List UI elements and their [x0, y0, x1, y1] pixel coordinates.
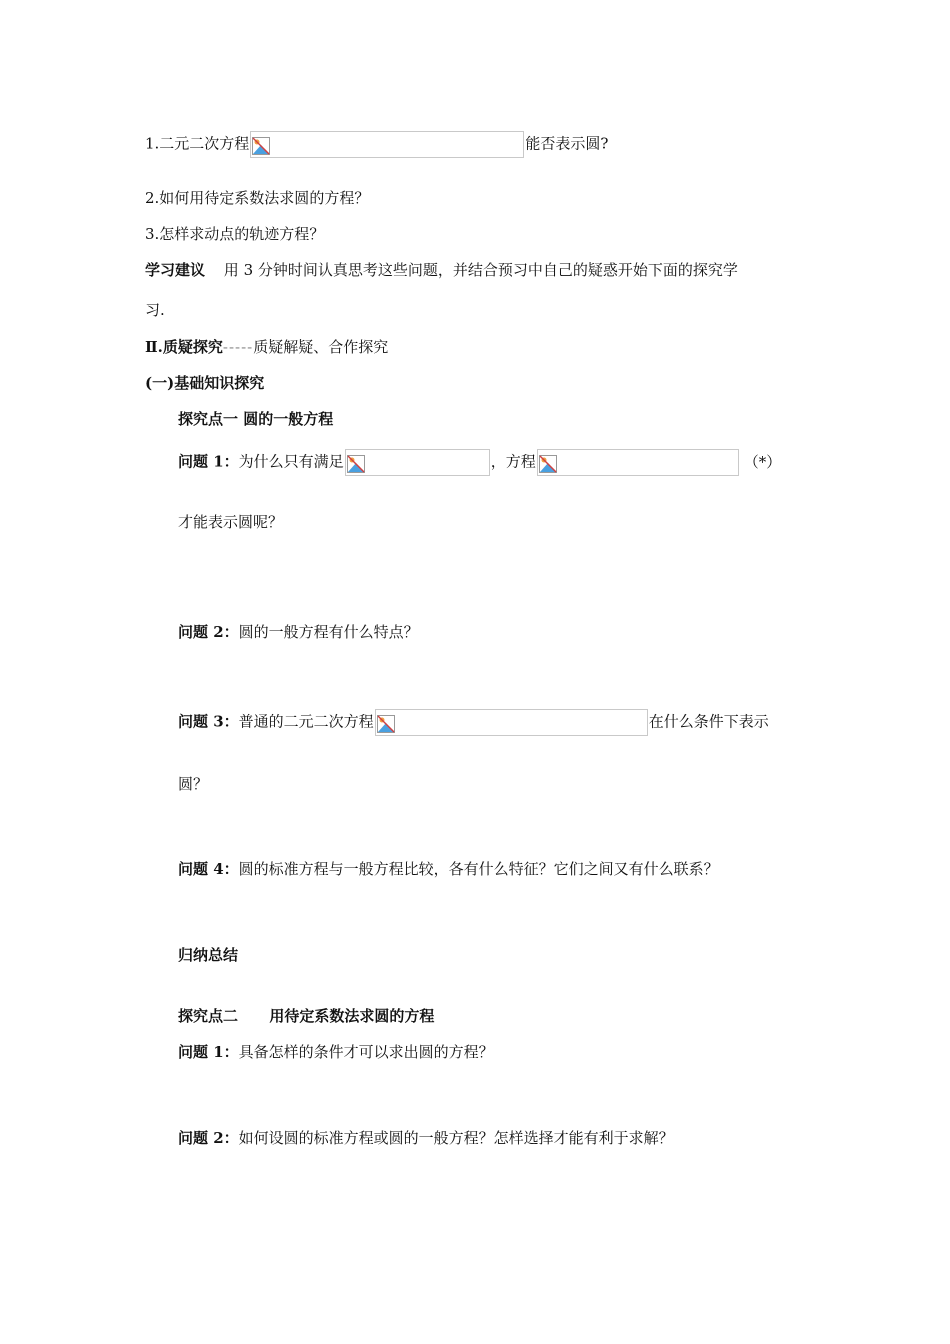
broken-image-icon: [377, 715, 395, 733]
point2-question-1: [178, 1042, 494, 1062]
formula-image: [250, 131, 524, 158]
question-text: 在什么条件下表示: [648, 712, 769, 731]
study-advice-continued: 习.: [145, 301, 165, 319]
question-text: （*）: [743, 452, 782, 471]
formula-image: [537, 449, 739, 476]
section-dashes: -----: [222, 338, 254, 356]
section-heading: [145, 337, 388, 357]
point2-title: 探究点二 用待定系数法求圆的方程: [178, 1007, 435, 1025]
intro-question-1-suffix: 能否表示圆?: [525, 134, 609, 153]
study-advice-text: 用 3 分钟时间认真思考这些问题，并结合预习中自己的疑惑开始下面的探究学: [223, 261, 738, 279]
point1-question-3: [178, 709, 769, 736]
intro-question-2: 2.如何用待定系数法求圆的方程？: [145, 189, 370, 207]
point1-title: 探究点一 圆的一般方程: [178, 410, 334, 428]
broken-image-icon: [252, 137, 270, 155]
section-title: Ⅱ.质疑探究: [145, 338, 223, 356]
point1-question-3-continued: 圆？: [178, 775, 209, 793]
study-advice: [145, 260, 738, 280]
formula-image: [375, 709, 648, 736]
intro-question-3: 3.怎样求动点的轨迹方程？: [145, 225, 325, 243]
question-label: 问题 2：: [178, 623, 239, 641]
intro-question-1: [145, 131, 608, 158]
formula-image: [345, 449, 490, 476]
question-text: 圆的一般方程有什么特点？: [238, 623, 419, 641]
question-label: 问题 4：: [178, 860, 239, 878]
question-text: 圆的标准方程与一般方程比较，各有什么特征？它们之间又有什么联系？: [238, 860, 719, 878]
summary-heading: 归纳总结: [178, 946, 239, 964]
question-label: 问题 1：: [178, 1043, 239, 1061]
section-subtitle: 质疑解疑、合作探究: [253, 338, 389, 356]
question-label: 问题 2：: [178, 1129, 239, 1147]
broken-image-icon: [539, 455, 557, 473]
question-label: 问题 1：: [178, 452, 239, 471]
intro-question-1-prefix: 1.二元二次方程: [145, 134, 250, 153]
question-label: 问题 3：: [178, 712, 239, 731]
part-heading: (一)基础知识探究: [145, 374, 265, 392]
broken-image-icon: [347, 455, 365, 473]
point1-question-1: [178, 449, 781, 476]
point1-question-1-continued: 才能表示圆呢？: [178, 513, 284, 531]
question-text: 如何设圆的标准方程或圆的一般方程？怎样选择才能有利于求解？: [238, 1129, 674, 1147]
question-text: 具备怎样的条件才可以求出圆的方程？: [238, 1043, 494, 1061]
point2-question-2: [178, 1128, 674, 1148]
question-text: 普通的二元二次方程: [238, 712, 374, 731]
study-advice-label: 学习建议: [145, 261, 206, 279]
question-text: 为什么只有满足: [238, 452, 344, 471]
question-text: ，方程: [490, 452, 536, 471]
point1-question-2: [178, 622, 419, 642]
point1-question-4: [178, 859, 719, 879]
